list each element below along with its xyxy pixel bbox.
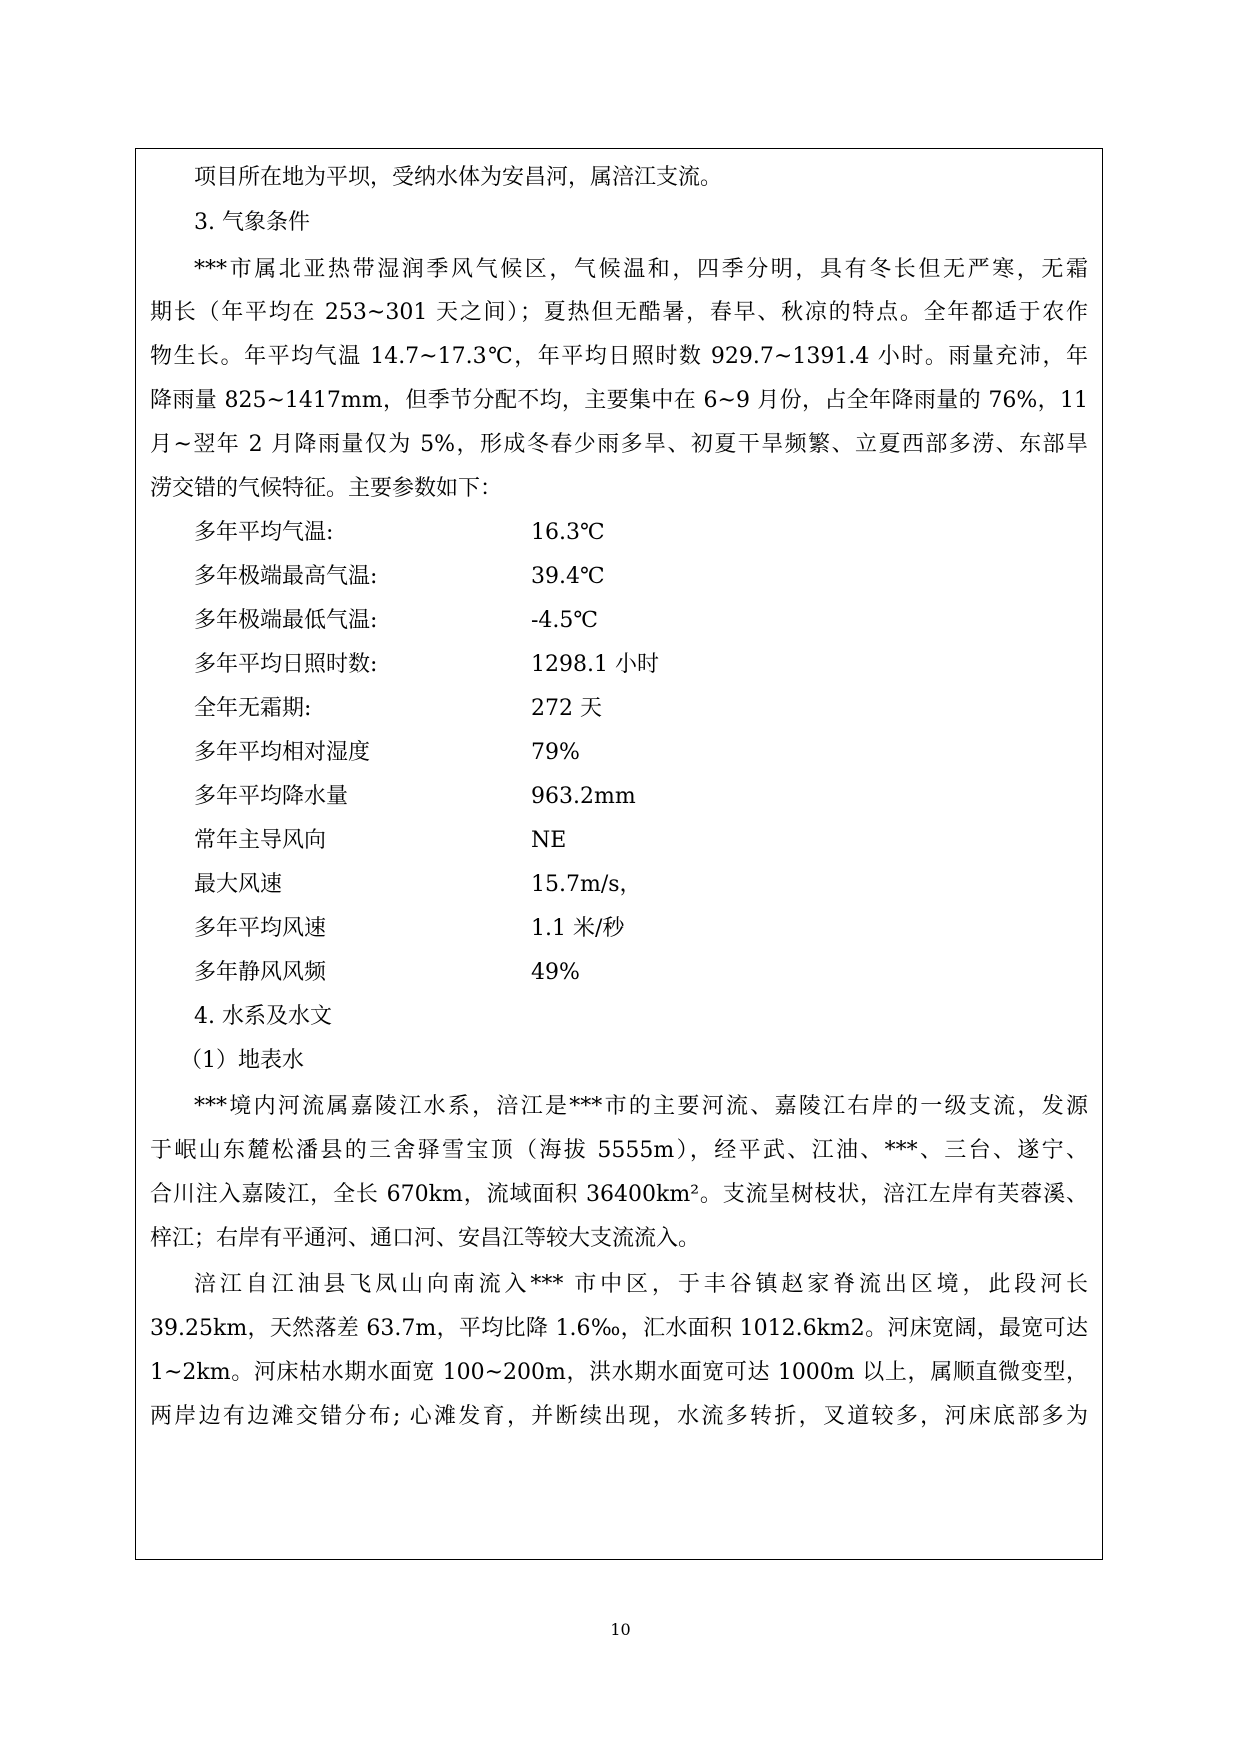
param-value: 39.4℃	[531, 564, 605, 589]
intro-text: 项目所在地为平坝，受纳水体为安昌河，属涪江支流。	[194, 165, 723, 190]
param-label: 常年主导风向	[194, 828, 327, 853]
param-value: 49%	[531, 960, 580, 985]
climate-line-4: 降雨量 825~1417mm，但季节分配不均，主要集中在 6~9 月份，占全年降雨量的 76%，11	[150, 388, 1088, 413]
param-value: 1.1 米/秒	[531, 916, 625, 941]
climate-line-2: 期长（年平均在 253~301 天之间）；夏热但无酷暑，春早、秋凉的特点。全年都适于农作	[150, 300, 1088, 325]
surface-water-line-1: ***境内河流属嘉陵江水系，涪江是***市的主要河流、嘉陵江右岸的一级支流，发源	[194, 1094, 1088, 1119]
fujiang-line-3: 1~2km。河床枯水期水面宽 100~200m，洪水期水面宽可达 1000m 以上，属顺直微变型，	[150, 1360, 1088, 1385]
param-label: 最大风速	[194, 872, 283, 897]
param-label: 多年静风风频	[194, 960, 327, 985]
param-value: -4.5℃	[531, 608, 599, 633]
climate-line-1: ***市属北亚热带湿润季风气候区，气候温和，四季分明，具有冬长但无严寒，无霜	[194, 257, 1088, 282]
fujiang-line-4: 两岸边有边滩交错分布; 心滩发育，并断续出现，水流多转折，叉道较多，河床底部多为	[150, 1404, 1088, 1429]
param-label: 多年平均相对湿度	[194, 740, 371, 765]
section-4-subheading: （1）地表水	[180, 1048, 304, 1073]
surface-water-line-3: 合川注入嘉陵江，全长 670km，流域面积 36400km²。支流呈树枝状，涪江左岸有芙蓉溪、	[150, 1182, 1088, 1207]
surface-water-line-2: 于岷山东麓松潘县的三舍驿雪宝顶（海拔 5555m），经平武、江油、***、三台、遂宁、	[150, 1138, 1088, 1163]
param-label: 多年极端最高气温:	[194, 564, 378, 589]
param-value: 16.3℃	[531, 520, 605, 545]
surface-water-line-4: 梓江；右岸有平通河、通口河、安昌江等较大支流流入。	[150, 1226, 701, 1251]
param-label: 多年极端最低气温:	[194, 608, 378, 633]
param-value: 963.2mm	[531, 784, 636, 809]
section-3-heading: 3. 气象条件	[194, 210, 310, 235]
param-value: 272 天	[531, 696, 602, 721]
param-label: 多年平均日照时数:	[194, 652, 378, 677]
param-value: 15.7m/s，	[531, 872, 642, 897]
page-number: 10	[610, 1620, 631, 1639]
param-value: 79%	[531, 740, 580, 765]
fujiang-line-1: 涪江自江油县飞凤山向南流入*** 市中区，于丰谷镇赵家脊流出区境，此段河长	[194, 1272, 1088, 1297]
fujiang-line-2: 39.25km，天然落差 63.7m，平均比降 1.6‰，汇水面积 1012.6km2。河床宽阔，最宽可达	[150, 1316, 1088, 1341]
param-value: NE	[531, 828, 567, 853]
climate-line-5: 月~翌年 2 月降雨量仅为 5%，形成冬春少雨多旱、初夏干旱频繁、立夏西部多涝、东部旱	[150, 432, 1088, 457]
climate-line-6: 涝交错的气候特征。主要参数如下：	[150, 476, 503, 501]
section-4-heading: 4. 水系及水文	[194, 1004, 332, 1029]
param-label: 多年平均降水量	[194, 784, 349, 809]
param-label: 全年无霜期:	[194, 696, 312, 721]
document-frame	[135, 148, 1103, 1560]
param-label: 多年平均风速	[194, 916, 327, 941]
param-label: 多年平均气温:	[194, 520, 334, 545]
climate-line-3: 物生长。年平均气温 14.7~17.3℃，年平均日照时数 929.7~1391.4 小时。雨量充沛，年	[150, 344, 1088, 369]
param-value: 1298.1 小时	[531, 652, 659, 677]
